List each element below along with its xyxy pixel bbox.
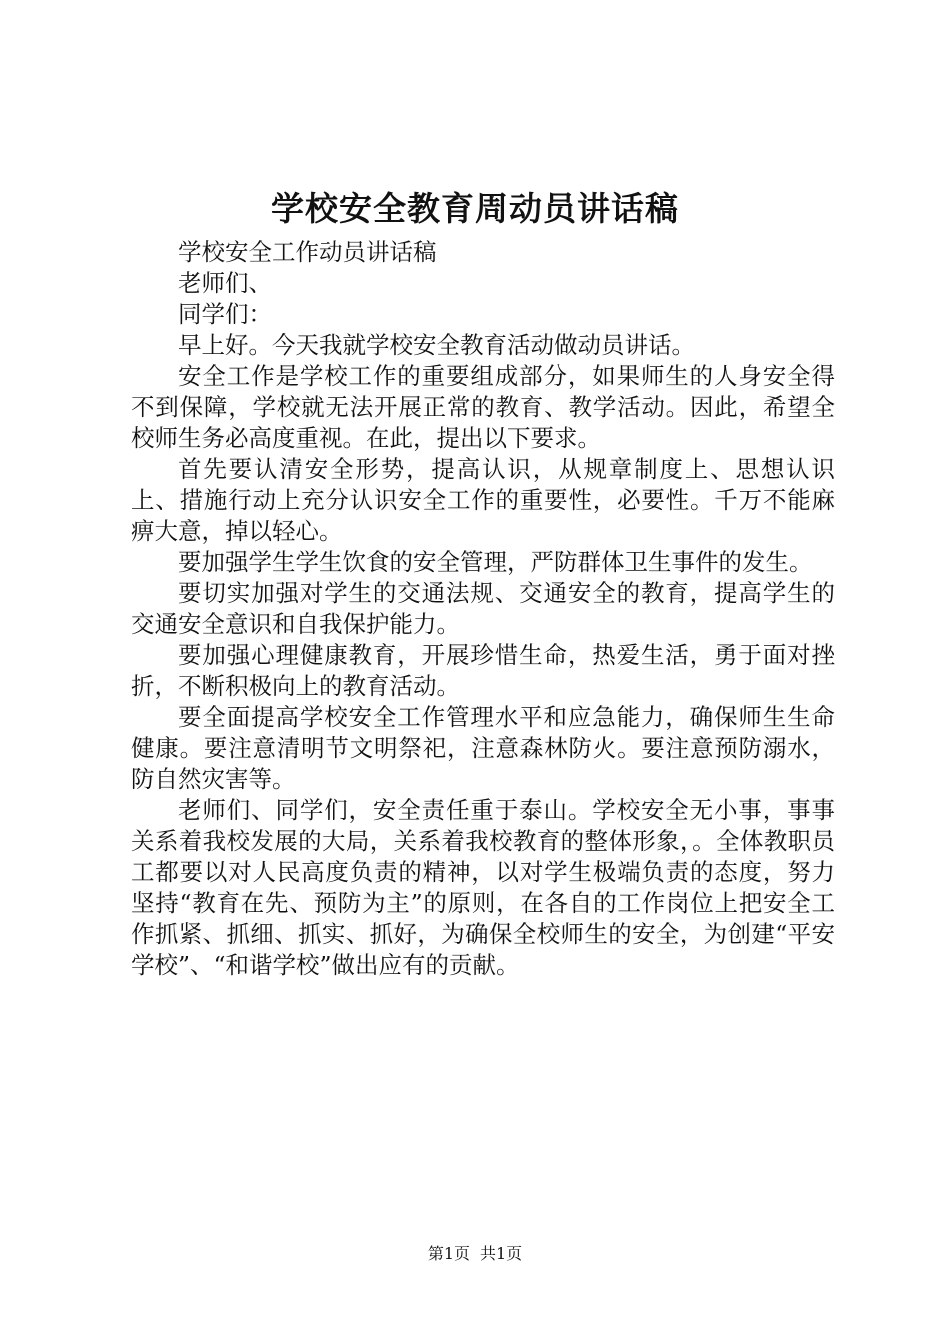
paragraph: 要加强学生学生饮食的安全管理，严防群体卫生事件的发生。 [178,548,813,576]
paragraph-conclusion: 老师们、同学们，安全责任重于泰山。学校安全无小事，事事关系着我校发展的大局，关系着我校教育的整体形象，。全体教职员工都要以对人民高度负责的精神，以对学生极端负责的态度，努力坚持“教育在先、预防为主”的原则，在各自的工作岗位上把安全工作抓紧、抓细、抓实、抓好，为确保全校师生的安全，为创建“平安学校”、“和谐学校”做出应有的贡献。 [131,796,835,979]
paragraph-subtitle: 学校安全工作动员讲话稿 [178,238,437,266]
paragraph: 要切实加强对学生的交通法规、交通安全的教育，提高学生的交通安全意识和自我保护能力。 [131,579,835,638]
document-title: 学校安全教育周动员讲话稿 [271,189,679,228]
document-body [131,237,835,981]
page-total: 共1页 [480,1244,523,1263]
page-footer [0,1243,950,1265]
paragraph: 要加强心理健康教育，开展珍惜生命，热爱生活，勇于面对挫折，不断积极向上的教育活动。 [131,641,835,700]
paragraph-salutation-teachers: 老师们、 [178,269,272,297]
page-number: 第1页 [427,1244,470,1263]
paragraph-greeting: 早上好。今天我就学校安全教育活动做动员讲话。 [178,331,695,359]
paragraph: 安全工作是学校工作的重要组成部分，如果师生的人身安全得不到保障，学校就无法开展正常的教育、教学活动。因此，希望全校师生务必高度重视。在此，提出以下要求。 [131,362,835,452]
paragraph: 首先要认清安全形势，提高认识，从规章制度上、思想认识上、措施行动上充分认识安全工作的重要性，必要性。千万不能麻痹大意，掉以轻心。 [131,455,835,545]
paragraph: 要全面提高学校安全工作管理水平和应急能力，确保师生生命健康。要注意清明节文明祭祀，注意森林防火。要注意预防溺水，防自然灾害等。 [131,703,835,793]
paragraph-salutation-students: 同学们： [178,300,272,328]
